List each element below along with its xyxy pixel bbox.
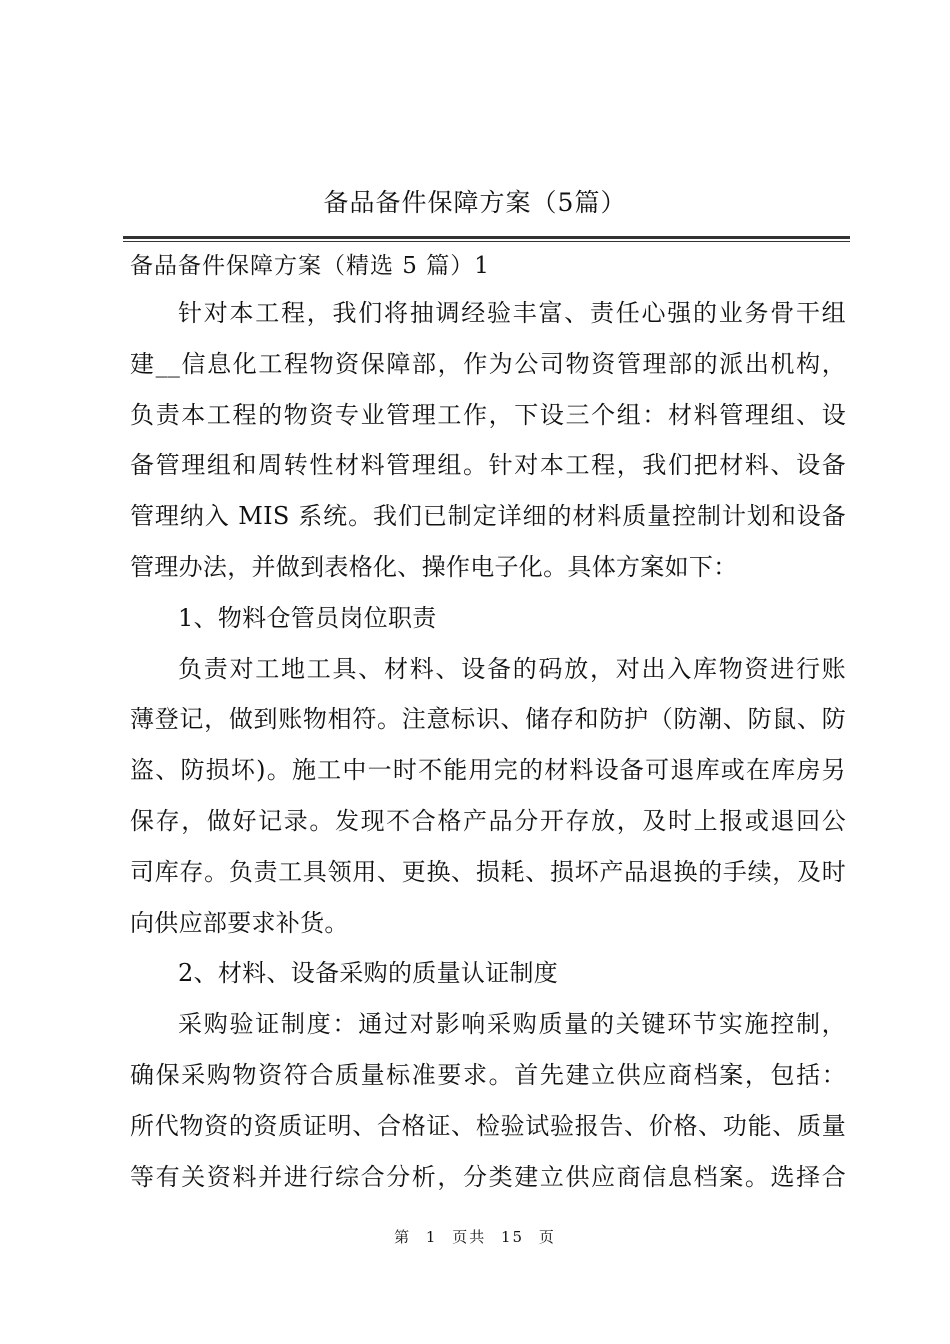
text-line: 司库存。负责工具领用、更换、损耗、损坏产品退换的手续，及时 <box>130 857 846 886</box>
text-line: 所代物资的资质证明、合格证、检验试验报告、价格、功能、质量 <box>130 1111 846 1140</box>
text-line: 针对本工程，我们将抽调经验丰富、责任心强的业务骨干组 <box>178 299 846 327</box>
text-line: 保存，做好记录。发现不合格产品分开存放，及时上报或退回公 <box>130 806 846 835</box>
text-line: 薄登记，做到账物相符。注意标识、储存和防护（防潮、防鼠、防 <box>130 705 846 734</box>
text-line: 盗、防损坏)。施工中一时不能用完的材料设备可退库或在库房另 <box>130 756 846 785</box>
text-line: 备管理组和周转性材料管理组。针对本工程，我们把材料、设备 <box>130 451 846 480</box>
text-line: 负责本工程的物资专业管理工作，下设三个组：材料管理组、设 <box>130 400 846 429</box>
text-line: 向供应部要求补货。 <box>130 908 349 937</box>
text-line: 管理办法，并做到表格化、操作电子化。具体方案如下： <box>130 552 738 581</box>
section-heading: 备品备件保障方案（精选 5 篇）1 <box>130 253 490 279</box>
document-body <box>130 292 846 1206</box>
page-footer: 第 1 页共 15 页 <box>394 1228 556 1246</box>
text-line: 1、物料仓管员岗位职责 <box>178 603 437 632</box>
title-divider-thin <box>123 241 850 242</box>
text-line: 负责对工地工具、材料、设备的码放，对出入库物资进行账 <box>178 654 846 683</box>
page-title: 备品备件保障方案（5篇） <box>323 188 627 217</box>
title-divider-thick <box>123 236 850 239</box>
text-line: 管理纳入 MIS 系统。我们已制定详细的材料质量控制计划和设备 <box>130 502 846 531</box>
text-line: 2、材料、设备采购的质量认证制度 <box>178 959 559 988</box>
text-line: 采购验证制度：通过对影响采购质量的关键环节实施控制， <box>178 1010 846 1039</box>
text-line: 等有关资料并进行综合分析，分类建立供应商信息档案。选择合 <box>130 1162 846 1191</box>
text-line: 建__信息化工程物资保障部，作为公司物资管理部的派出机构， <box>130 349 846 378</box>
text-line: 确保采购物资符合质量标准要求。首先建立供应商档案，包括： <box>130 1060 846 1089</box>
